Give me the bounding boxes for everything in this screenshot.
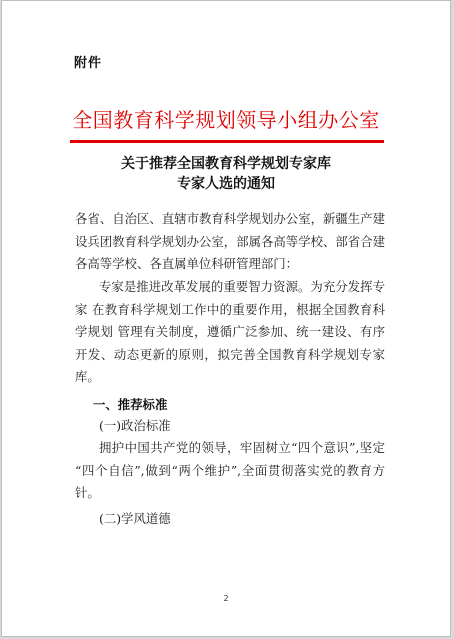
- notice-title-line1: 关于推荐全国教育科学规划专家库: [121, 156, 331, 172]
- notice-title-line2: 专家人选的通知: [177, 176, 275, 192]
- document-page: [1, 0, 451, 637]
- criterion-political-text: 拥护中国共产党的领导，牢固树立“四个意识”,坚定 “四个自信”,做到“两个维护”,全面贯彻落实党的教育方针。: [75, 440, 385, 501]
- intro-paragraph: 专家是推进改革发展的重要智力资源。为充分发挥专家 在教育科学规划工作中的重要作用，根据全国教育科学规划 管理有关制度，遵循广泛参加、统一建设、有序开发、动态更新的原则，拟完善全国教育科学规划专家库。: [75, 279, 385, 385]
- criterion-ethics-heading: (二)学风道德: [99, 511, 171, 526]
- red-header-rule: [70, 140, 384, 143]
- attachment-label: 附件: [74, 56, 103, 71]
- criterion-political-heading: (一)政治标准: [99, 418, 171, 433]
- section-heading-recommendation-criteria: 一、推荐标准: [93, 397, 168, 412]
- addressee-paragraph: 各省、自治区、直辖市教育科学规划办公室，新疆生产建设兵团教育科学规划办公室，部属各高等学校、部省合建各高等学校、各直属单位科研管理部门：: [75, 211, 385, 272]
- page-number: 2: [223, 594, 229, 603]
- issuing-office-header: 全国教育科学规划领导小组办公室: [72, 108, 380, 132]
